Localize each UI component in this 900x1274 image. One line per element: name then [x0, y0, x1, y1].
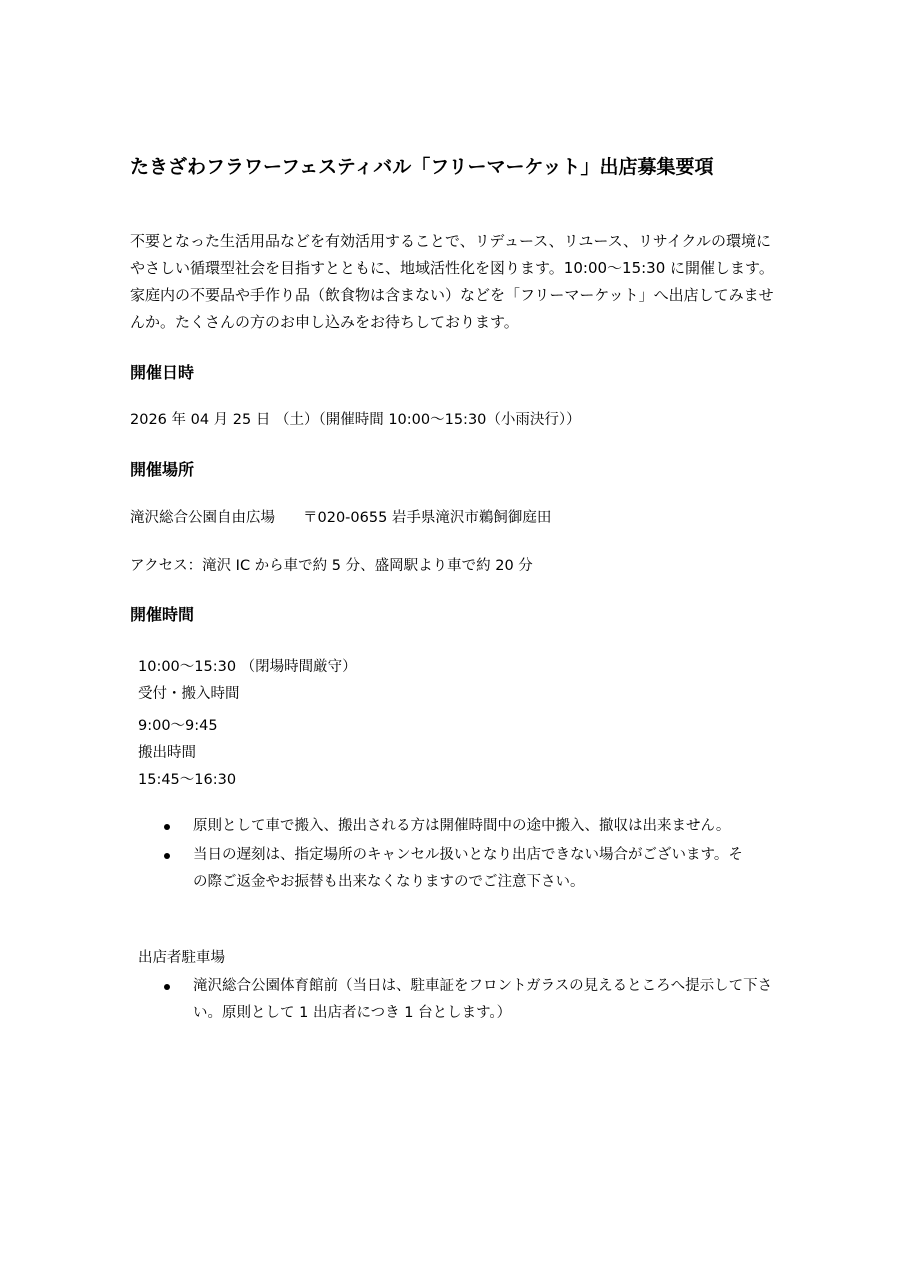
note-text: 原則として車で搬入、搬出される方は開催時間中の途中搬入、撤収は出来ません。 — [193, 818, 731, 834]
intro-line: んか。たくさんの方のお申し込みをお待ちしております。 — [130, 313, 519, 331]
checkout-hours: 15:45〜16:30 — [138, 772, 237, 788]
list-item — [160, 973, 780, 1027]
venue-line — [130, 506, 551, 527]
list-item — [160, 842, 750, 896]
event-date: 2026 年 04 月 25 日 （土）（開催時間 10:00〜15:30（小雨決行）） — [130, 412, 581, 428]
checkin-label: 受付・搬入時間 — [138, 686, 240, 702]
parking-heading: 出店者駐車場 — [138, 950, 225, 966]
document-title: たきざわフラワーフェスティバル「フリーマーケット」出店募集要項 — [130, 156, 714, 178]
date-heading: 開催日時 — [130, 363, 195, 382]
checkout-label: 搬出時間 — [138, 745, 196, 761]
bullet-icon — [164, 824, 170, 830]
list-item — [160, 813, 750, 840]
time-notes-list — [160, 813, 750, 898]
intro-line: 家庭内の不要品や手作り品（飲食物は含まない）などを「フリーマーケット」へ出店してみませ — [130, 286, 774, 304]
checkin-hours: 9:00〜9:45 — [138, 718, 218, 734]
intro-line: やさしい循環型社会を目指すとともに、地域活性化を図ります。10:00〜15:30 に開催します。 — [130, 259, 774, 277]
venue-name: 滝沢総合公園自由広場 — [130, 510, 275, 526]
bullet-icon — [164, 853, 170, 859]
open-hours: 10:00〜15:30 （閉場時間厳守） — [138, 659, 357, 675]
note-text: 滝沢総合公園体育館前（当日は、駐車証をフロントガラスの見えるところへ提示して下さい。原則として 1 出店者につき 1 台とします。） — [193, 978, 773, 1021]
venue-address: 〒020-0655 岩手県滝沢市鵜飼御庭田 — [303, 510, 552, 526]
parking-notes-list — [160, 973, 780, 1029]
bullet-icon — [164, 984, 170, 990]
intro-paragraph — [130, 228, 780, 336]
intro-line: 不要となった生活用品などを有効活用することで、リデュース、リユース、リサイクルの環境に — [130, 232, 771, 250]
place-heading: 開催場所 — [130, 460, 195, 479]
access-info: アクセス：滝沢 IC から車で約 5 分、盛岡駅より車で約 20 分 — [130, 558, 533, 574]
note-text: 当日の遅刻は、指定場所のキャンセル扱いとなり出店できない場合がございます。その際ご返金やお振替も出来なくなりますのでご注意下さい。 — [193, 847, 743, 890]
time-heading: 開催時間 — [130, 605, 195, 624]
